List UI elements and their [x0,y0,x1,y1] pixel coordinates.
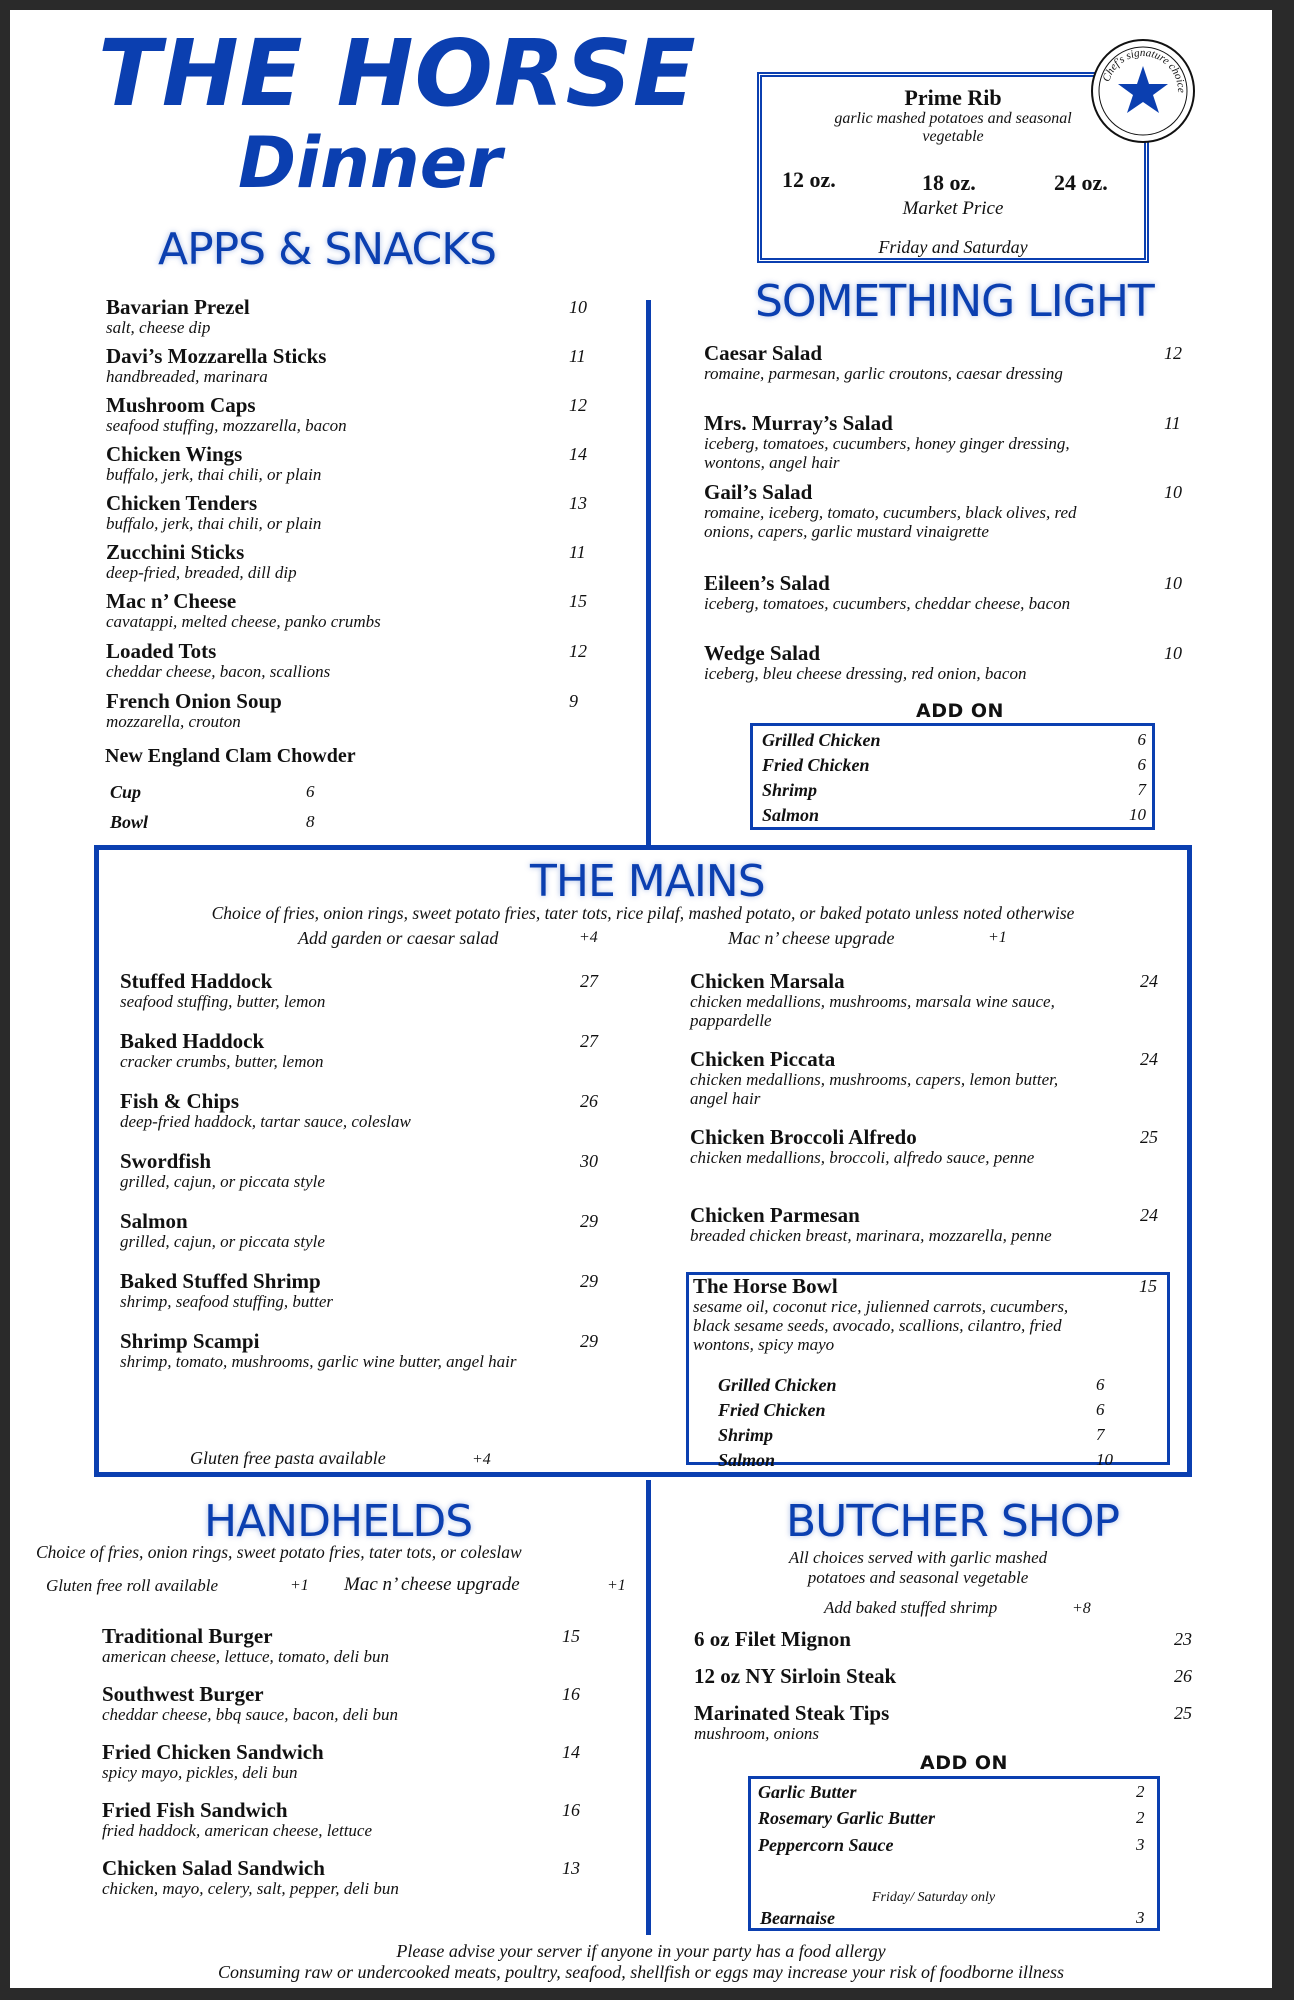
menu-item [694,1628,1194,1650]
menu-item-price: 29 [580,1331,598,1351]
menu-item-name: Fish & Chips [120,1089,240,1113]
bowl-addon-name: Fried Chicken [718,1400,826,1420]
butcher-shrimp-price: +8 [1072,1600,1091,1617]
menu-item-desc: chicken medallions, mushrooms, marsala wine sauce, pappardelle [690,992,1055,1030]
menu-page [10,10,1272,1988]
divider-bottom [646,1480,651,1935]
bowl-addon-price: 6 [1096,1375,1105,1394]
menu-item-name: Chicken Broccoli Alfredo [690,1125,917,1149]
menu-item-desc: salt, cheese dip [106,318,211,337]
menu-item-desc: iceberg, bleu cheese dressing, red onion, bacon [704,664,1027,683]
menu-item-name: 6 oz Filet Mignon [694,1627,851,1651]
butcher-shrimp-note: Add baked stuffed shrimp [824,1598,998,1617]
divider-top [646,300,651,848]
menu-item [106,394,596,435]
menu-item-name: Eileen’s Salad [704,571,830,595]
light-addon-name: Salmon [762,805,820,825]
menu-item [106,296,596,337]
menu-item-price: 27 [580,1031,598,1051]
light-addon-name: Shrimp [762,780,818,800]
prime-rib-size-18: 18 oz. [922,170,976,195]
butcher-addon-title: ADD ON [920,1752,1008,1774]
menu-item-desc: handbreaded, marinara [106,367,268,386]
menu-item-price: 30 [580,1151,598,1171]
menu-item [106,345,596,386]
menu-item-desc: cheddar cheese, bacon, scallions [106,662,331,681]
menu-item-desc: chicken medallions, broccoli, alfredo sauce, penne [690,1148,1035,1167]
menu-item-price: 16 [562,1684,580,1704]
menu-item [120,970,610,1011]
light-addon-price: 6 [1137,730,1146,749]
menu-item-name: Loaded Tots [106,639,217,663]
badge-text: Chef's signature choice [1100,46,1188,93]
prime-rib-price: Market Price [902,198,1004,219]
menu-item [106,640,596,681]
menu-item-name: Wedge Salad [704,641,821,665]
menu-item-price: 11 [569,542,586,562]
menu-item-name: French Onion Soup [106,689,282,713]
menu-item-desc: chicken, mayo, celery, salt, pepper, deli bun [102,1879,399,1898]
menu-item-price: 24 [1140,1049,1158,1069]
menu-item-name: Southwest Burger [102,1682,264,1706]
menu-item-name: Fried Chicken Sandwich [102,1740,324,1764]
butcher-addon-name: Peppercorn Sauce [758,1835,894,1855]
menu-item-desc: iceberg, tomatoes, cucumbers, honey ginger dressing, wontons, angel hair [704,434,1070,472]
menu-item-desc: fried haddock, american cheese, lettuce [102,1821,373,1840]
menu-item [694,1665,1194,1687]
prime-rib-size-12: 12 oz. [782,167,836,192]
menu-item-price: 13 [562,1858,580,1878]
menu-item-desc: spicy mayo, pickles, deli bun [102,1763,298,1782]
light-addon-price: 10 [1129,805,1146,824]
chowder-cup-label: Cup [110,782,142,802]
menu-item-price: 25 [1174,1703,1192,1723]
menu-item-name: Stuffed Haddock [120,969,273,993]
menu-item-name: Bavarian Prezel [106,295,250,319]
menu-item-name: Baked Haddock [120,1029,265,1053]
menu-item-price: 14 [569,444,587,464]
menu-item [690,1126,1180,1167]
butcher-addon-price: 2 [1136,1782,1145,1801]
menu-item-name: Zucchini Sticks [106,540,245,564]
menu-item-name: Chicken Parmesan [690,1203,860,1227]
horse-bowl-price: 15 [1139,1276,1157,1296]
light-title: SOMETHING LIGHT [755,276,1154,327]
menu-item-desc: romaine, iceberg, tomato, cucumbers, black olives, red onions, capers, garlic mustard vinaigrette [704,503,1077,541]
menu-item-name: Marinated Steak Tips [694,1701,890,1725]
menu-item [704,412,1194,472]
menu-item-price: 26 [580,1091,598,1111]
menu-item-name: Chicken Tenders [106,491,258,515]
handhelds-gf-note: Gluten free roll available [46,1576,219,1595]
menu-item [704,642,1194,683]
menu-item-price: 26 [1174,1666,1192,1686]
menu-item [102,1683,592,1724]
menu-item-price: 10 [1164,643,1182,663]
menu-item-price: 16 [562,1800,580,1820]
light-addon-box [750,723,1155,830]
handhelds-choice-note: Choice of fries, onion rings, sweet potato fries, tater tots, or coleslaw [36,1542,522,1562]
menu-item [694,1702,1194,1743]
butcher-addon-name: Rosemary Garlic Butter [758,1808,936,1828]
menu-item-desc: cheddar cheese, bbq sauce, bacon, deli bun [102,1705,398,1724]
bearnaise-price: 3 [1136,1908,1145,1927]
menu-item-name: Traditional Burger [102,1624,273,1648]
menu-item-name: Chicken Marsala [690,969,845,993]
menu-item-price: 12 [569,395,587,415]
bowl-addon-name: Shrimp [718,1425,774,1445]
menu-item-price: 10 [569,297,587,317]
menu-item-price: 29 [580,1271,598,1291]
handhelds-gf-price: +1 [290,1577,309,1594]
menu-item [690,1048,1180,1108]
menu-item-desc: chicken medallions, mushrooms, capers, lemon butter, angel hair [690,1070,1059,1108]
menu-item-name: Mrs. Murray’s Salad [704,411,893,435]
prime-rib-size-24: 24 oz. [1054,170,1108,195]
menu-item-name: Chicken Piccata [690,1047,836,1071]
horse-bowl-name: The Horse Bowl [693,1274,838,1298]
menu-item-desc: american cheese, lettuce, tomato, deli bun [102,1647,390,1666]
menu-item-desc: mozzarella, crouton [106,712,241,731]
menu-item [106,590,596,631]
horse-bowl-desc: sesame oil, coconut rice, julienned carrots, cucumbers, black sesame seeds, avocado, scallions, cilantro, fried wontons, spicy mayo [693,1297,1069,1354]
menu-item-name: Chicken Wings [106,442,243,466]
menu-item-price: 10 [1164,573,1182,593]
menu-item-desc: seafood stuffing, mozzarella, bacon [106,416,347,435]
mains-salad-note: Add garden or caesar salad [298,928,499,948]
bowl-addon-price: 10 [1096,1450,1113,1469]
mains-mac-price: +1 [988,929,1007,946]
footer-allergy: Please advise your server if anyone in your party has a food allergy [396,1941,886,1961]
menu-item-desc: shrimp, seafood stuffing, butter [120,1292,333,1311]
prime-rib-name: Prime Rib [904,85,1002,110]
menu-item-price: 13 [569,493,587,513]
menu-item-desc: grilled, cajun, or piccata style [120,1172,325,1191]
menu-item [102,1741,592,1782]
menu-item-price: 25 [1140,1127,1158,1147]
bearnaise-name: Bearnaise [760,1908,836,1928]
menu-item-price: 23 [1174,1629,1192,1649]
menu-item-name: Shrimp Scampi [120,1329,260,1353]
bowl-addon-price: 7 [1096,1425,1105,1444]
menu-item-desc: breaded chicken breast, marinara, mozzarella, penne [690,1226,1052,1245]
chowder-bowl-price: 8 [306,812,315,831]
menu-item-name: Gail’s Salad [704,480,813,504]
bowl-addon-name: Salmon [718,1450,776,1470]
menu-item-name: Salmon [120,1209,188,1233]
menu-item-name: Swordfish [120,1149,212,1173]
menu-item-desc: grilled, cajun, or piccata style [120,1232,325,1251]
menu-item-name: Mac n’ Cheese [106,589,237,613]
menu-item [120,1270,610,1311]
light-addon-name: Fried Chicken [762,755,870,775]
menu-item [120,1150,610,1191]
menu-item-name: Caesar Salad [704,341,823,365]
menu-item [690,970,1180,1030]
menu-item [106,492,596,533]
menu-item [704,572,1194,613]
butcher-addon-price: 3 [1136,1835,1145,1854]
menu-item-price: 24 [1140,971,1158,991]
handhelds-title: HANDHELDS [204,1496,473,1547]
menu-item-desc: deep-fried, breaded, dill dip [106,563,297,582]
apps-title: APPS & SNACKS [158,224,497,275]
butcher-addon-price: 2 [1136,1808,1145,1827]
restaurant-title: THE HORSE [98,20,697,127]
menu-item [102,1799,592,1840]
butcher-friday-note: Friday/ Saturday only [872,1890,996,1905]
footer-warning: Consuming raw or undercooked meats, poultry, seafood, shellfish or eggs may increase your risk of foodborne illness [217,1962,1065,1982]
menu-item [102,1857,592,1898]
menu-item-desc: buffalo, jerk, thai chili, or plain [106,465,322,484]
menu-item-price: 15 [569,591,587,611]
menu-item-name: 12 oz NY Sirloin Steak [694,1664,897,1688]
butcher-note: All choices served with garlic mashed potatoes and seasonal vegetable [788,1548,1048,1587]
menu-item-name: Fried Fish Sandwich [102,1798,288,1822]
menu-item [704,481,1194,541]
butcher-addon-name: Garlic Butter [758,1782,857,1802]
menu-item-price: 11 [1164,413,1181,433]
menu-item-desc: cracker crumbs, butter, lemon [120,1052,324,1071]
light-addon-title: ADD ON [916,700,1004,722]
horse-bowl-item [693,1275,1163,1354]
menu-item-desc: shrimp, tomato, mushrooms, garlic wine butter, angel hair [120,1352,517,1371]
menu-item [120,1090,610,1131]
menu-item-desc: mushroom, onions [694,1724,819,1743]
chowder-bowl-label: Bowl [110,812,149,832]
signature-badge [1088,36,1198,146]
menu-item [106,690,596,731]
menu-item-price: 12 [569,641,587,661]
gf-pasta-note: Gluten free pasta available [190,1448,386,1468]
menu-item [106,443,596,484]
menu-item-price: 24 [1140,1205,1158,1225]
mains-mac-note: Mac n’ cheese upgrade [728,928,895,948]
menu-item-price: 11 [569,346,586,366]
menu-item-price: 15 [562,1626,580,1646]
menu-item-desc: romaine, parmesan, garlic croutons, caesar dressing [704,364,1063,383]
chowder-name: New England Clam Chowder [105,745,356,767]
menu-item [106,541,596,582]
mains-choice-note: Choice of fries, onion rings, sweet potato fries, tater tots, rice pilaf, mashed potato, or baked potato unless noted otherwise [211,903,1075,923]
prime-rib-days: Friday and Saturday [878,237,1028,257]
light-addon-name: Grilled Chicken [762,730,881,750]
menu-item [120,1210,610,1251]
menu-item-desc: cavatappi, melted cheese, panko crumbs [106,612,381,631]
menu-item [704,342,1194,383]
menu-item-name: Baked Stuffed Shrimp [120,1269,321,1293]
mains-salad-price: +4 [579,929,598,946]
bowl-addon-name: Grilled Chicken [718,1375,837,1395]
light-addon-price: 7 [1137,780,1146,799]
menu-item-desc: iceberg, tomatoes, cucumbers, cheddar cheese, bacon [704,594,1071,613]
butcher-title: BUTCHER SHOP [786,1496,1120,1547]
gf-pasta-price: +4 [472,1451,491,1468]
menu-item [690,1204,1180,1245]
menu-item-price: 14 [562,1742,580,1762]
menu-item-desc: seafood stuffing, butter, lemon [120,992,326,1011]
handhelds-mac-note: Mac n’ cheese upgrade [344,1574,520,1595]
handhelds-mac-price: +1 [607,1577,626,1594]
menu-item-desc: buffalo, jerk, thai chili, or plain [106,514,322,533]
menu-item-price: 12 [1164,343,1182,363]
menu-item-price: 29 [580,1211,598,1231]
menu-subtitle: Dinner [238,122,502,204]
menu-item-price: 10 [1164,482,1182,502]
menu-item-name: Chicken Salad Sandwich [102,1856,325,1880]
menu-item [120,1030,610,1071]
menu-item-name: Davi’s Mozzarella Sticks [106,344,327,368]
menu-item-price: 9 [569,691,578,711]
mains-title: THE MAINS [530,856,765,907]
menu-item [120,1330,610,1371]
menu-item-name: Mushroom Caps [106,393,256,417]
menu-item-desc: deep-fried haddock, tartar sauce, coleslaw [120,1112,411,1131]
bowl-addon-price: 6 [1096,1400,1105,1419]
chowder-cup-price: 6 [306,782,315,801]
prime-rib-desc: garlic mashed potatoes and seasonal vegetable [834,110,1072,145]
menu-item-price: 27 [580,971,598,991]
menu-item [102,1625,592,1666]
light-addon-price: 6 [1137,755,1146,774]
